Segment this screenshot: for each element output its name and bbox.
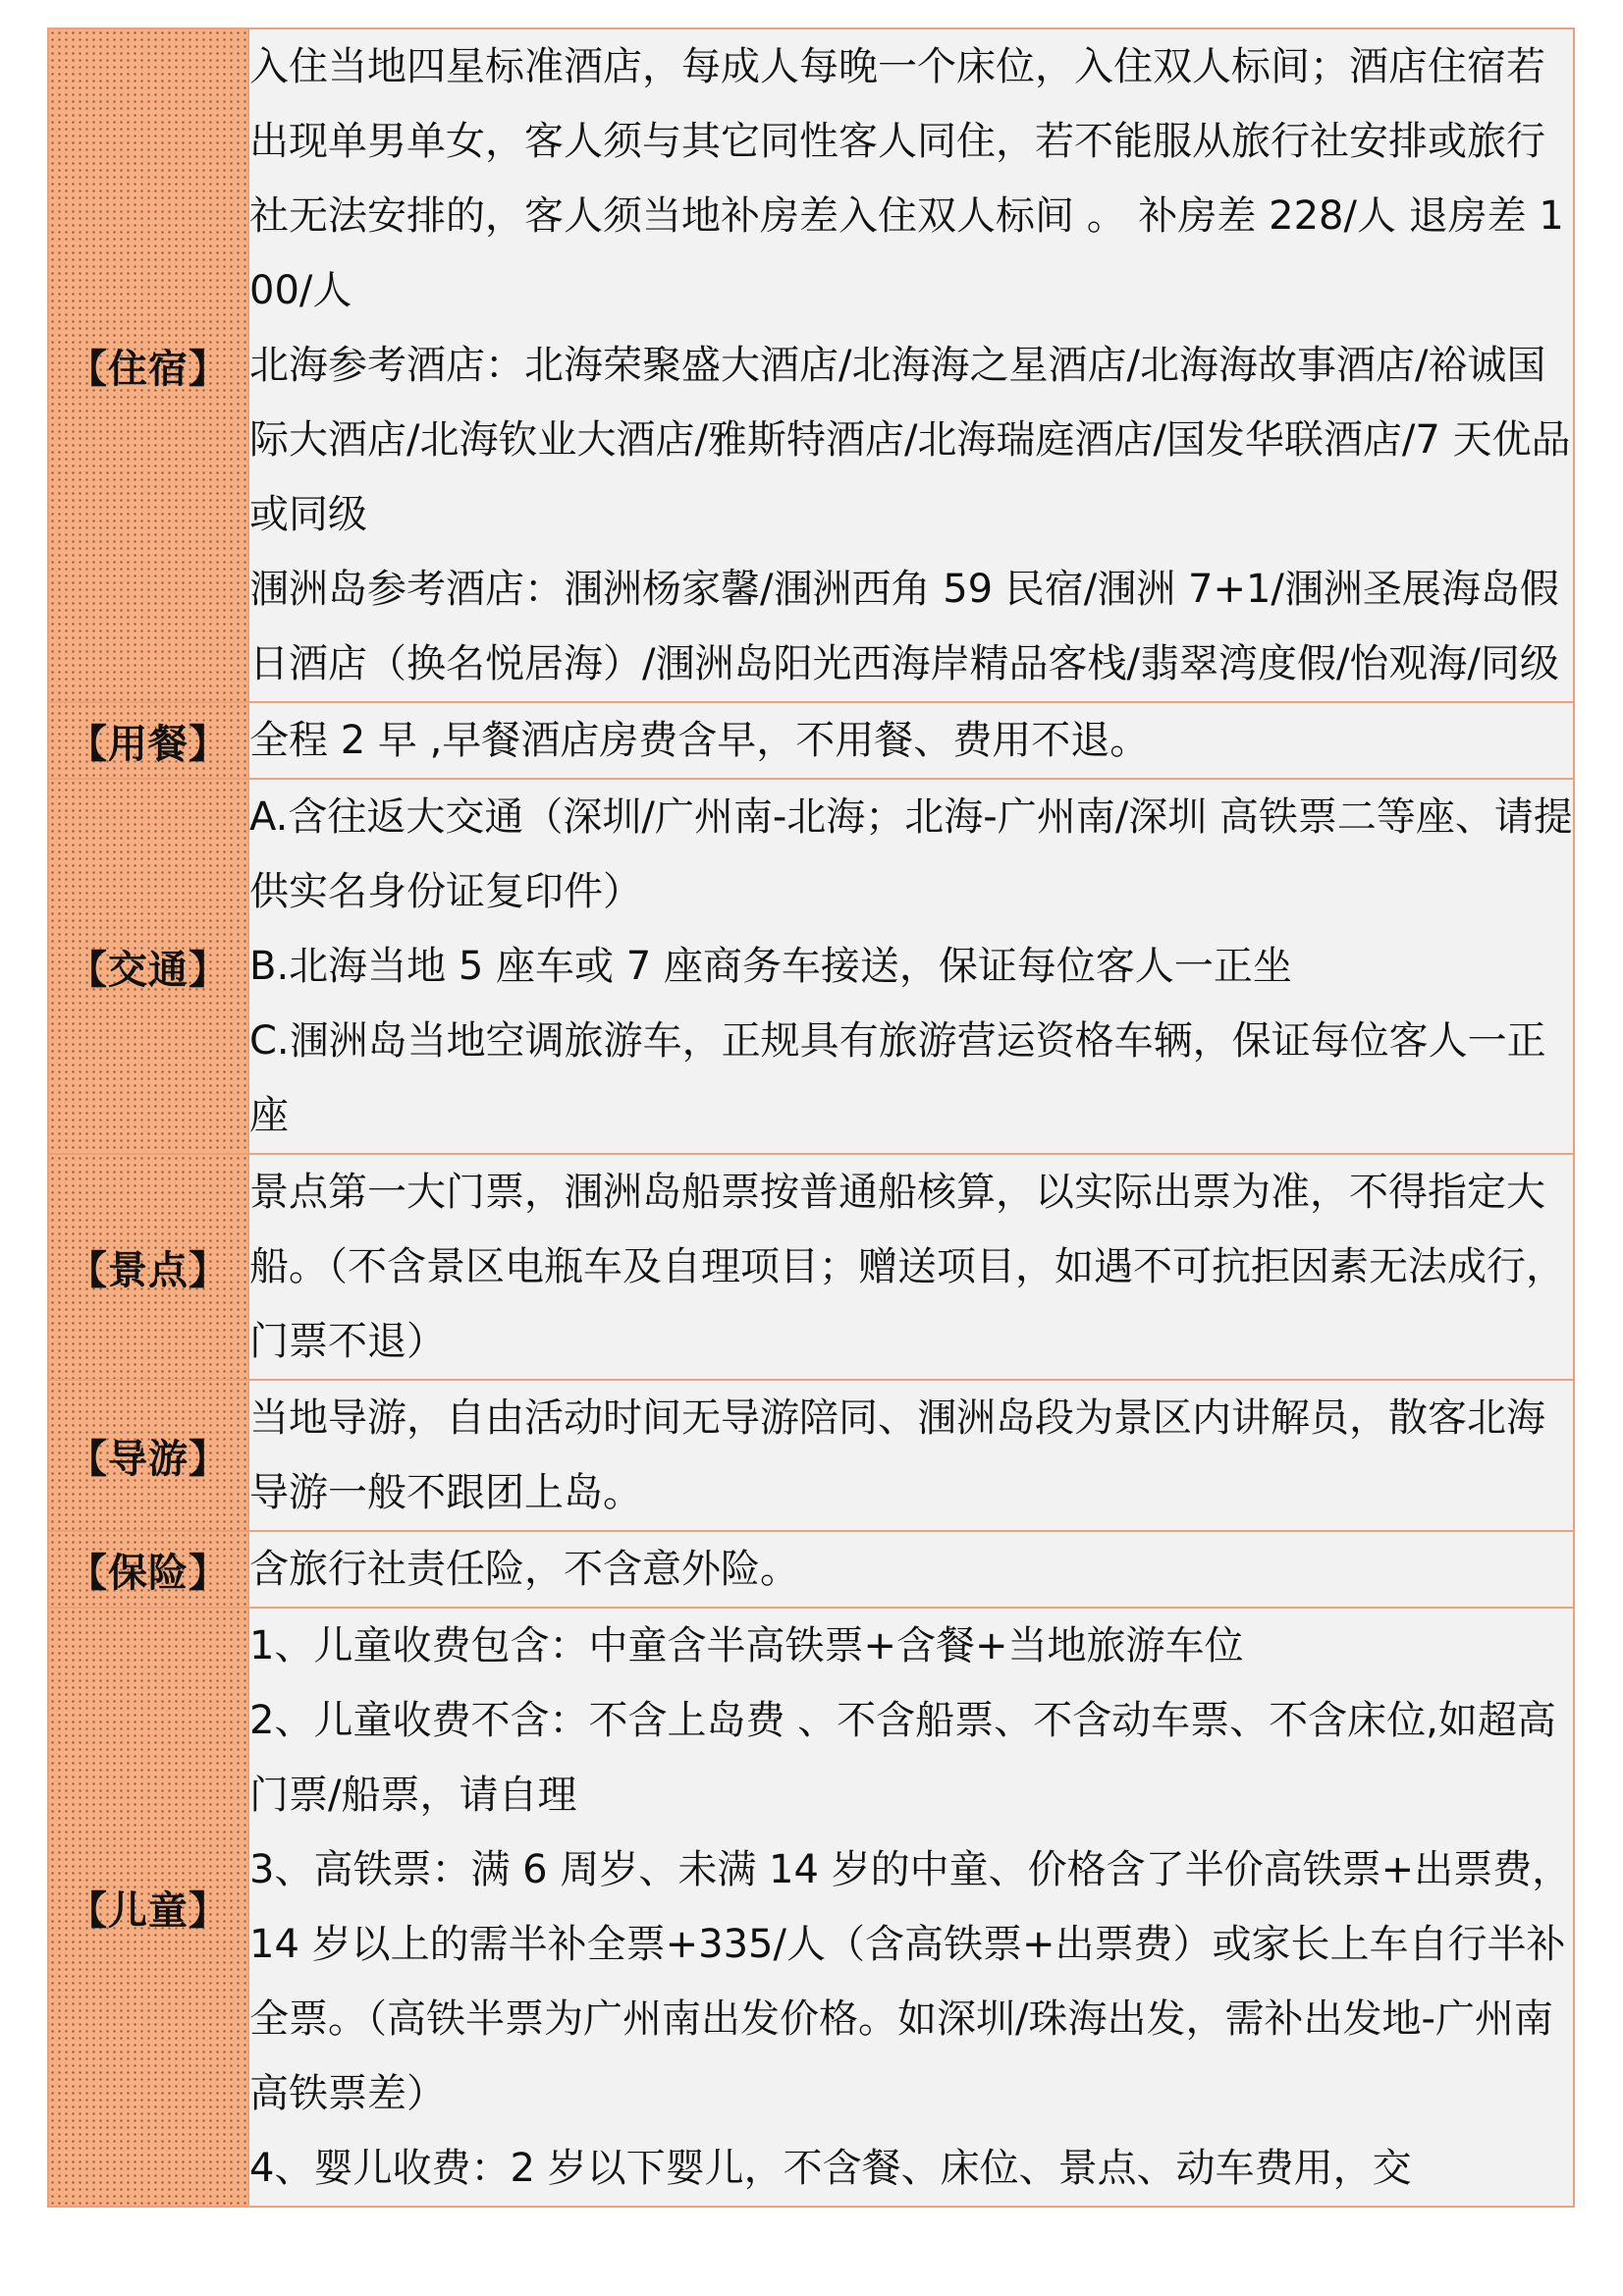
table-row-transport	[48, 779, 1574, 1154]
paragraph: 北海参考酒店：北海荣聚盛大酒店/北海海之星酒店/北海海故事酒店/裕诚国际大酒店/北海钦业大酒店/雅斯特酒店/北海瑞庭酒店/国发华联酒店/7 天优品或同级	[249, 343, 1571, 537]
row-content-insurance	[248, 1531, 1574, 1608]
row-content-meals	[248, 702, 1574, 779]
paragraph: 景点第一大门票，涠洲岛船票按普通船核算，以实际出票为准，不得指定大船。（不含景区电瓶车及自理项目；赠送项目，如遇不可抗拒因素无法成行，门票不退）	[249, 1170, 1565, 1364]
row-label-guide: 【导游】	[48, 1380, 248, 1531]
row-label-children: 【儿童】	[48, 1608, 248, 2207]
row-content-guide	[248, 1380, 1574, 1531]
row-content-accommodation	[248, 28, 1574, 702]
paragraph: 全程 2 早 ,早餐酒店房费含早，不用餐、费用不退。	[249, 718, 1150, 763]
row-content-transport	[248, 779, 1574, 1154]
paragraph: A.含往返大交通（深圳/广州南-北海；北海-广州南/深圳 高铁票二等座、请提供实名身份证复印件）	[249, 794, 1573, 914]
table-row-guide	[48, 1380, 1574, 1531]
paragraph: 入住当地四星标准酒店，每成人每晚一个床位，入住双人标间；酒店住宿若出现单男单女，客人须与其它同性客人同住，若不能服从旅行社安排或旅行社无法安排的，客人须当地补房差入住双人标间 。 补房差 228/人 退房差 100/人	[249, 44, 1564, 313]
paragraph: 1、儿童收费包含：中童含半高铁票+含餐+当地旅游车位	[249, 1623, 1244, 1668]
paragraph: 2、儿童收费不含：不含上岛费 、不含船票、不含动车票、不含床位,如超高门票/船票，请自理	[249, 1698, 1556, 1818]
paragraph: 涠洲岛参考酒店：涠洲杨家馨/涠洲西角 59 民宿/涠洲 7+1/涠洲圣展海岛假日酒店（换名悦居海）/涠洲岛阳光西海岸精品客栈/翡翠湾度假/怡观海/同级	[249, 567, 1559, 686]
table-row-accommodation	[48, 28, 1574, 702]
paragraph: 当地导游，自由活动时间无导游陪同、涠洲岛段为景区内讲解员，散客北海导游一般不跟团上岛。	[249, 1395, 1545, 1515]
row-label-accommodation: 【住宿】	[48, 28, 248, 702]
row-label-meals: 【用餐】	[48, 702, 248, 779]
row-content-attractions	[248, 1154, 1574, 1380]
table-row-children	[48, 1608, 1574, 2207]
paragraph: C.涠洲岛当地空调旅游车，正规具有旅游营运资格车辆，保证每位客人一正座	[249, 1018, 1546, 1138]
document-page	[47, 27, 1575, 2208]
row-label-attractions: 【景点】	[48, 1154, 248, 1380]
row-label-insurance: 【保险】	[48, 1531, 248, 1608]
table-row-meals	[48, 702, 1574, 779]
paragraph: 4、婴儿收费：2 岁以下婴儿，不含餐、床位、景点、动车费用，交	[249, 2146, 1412, 2191]
paragraph: B.北海当地 5 座车或 7 座商务车接送，保证每位客人一正坐	[249, 944, 1292, 989]
paragraph: 3、高铁票：满 6 周岁、未满 14 岁的中童、价格含了半价高铁票+出票费，14 岁以上的需半补全票+335/人（含高铁票+出票费）或家长上车自行半补全票。（高铁半票为广州南出发价格。如深圳/珠海出发，需补出发地-广州南高铁票差）	[249, 1847, 1572, 2116]
tour-info-table	[47, 27, 1575, 2208]
row-content-children	[248, 1608, 1574, 2207]
row-label-transport: 【交通】	[48, 779, 248, 1154]
table-row-insurance	[48, 1531, 1574, 1608]
paragraph: 含旅行社责任险，不含意外险。	[249, 1547, 799, 1592]
table-row-attractions	[48, 1154, 1574, 1380]
